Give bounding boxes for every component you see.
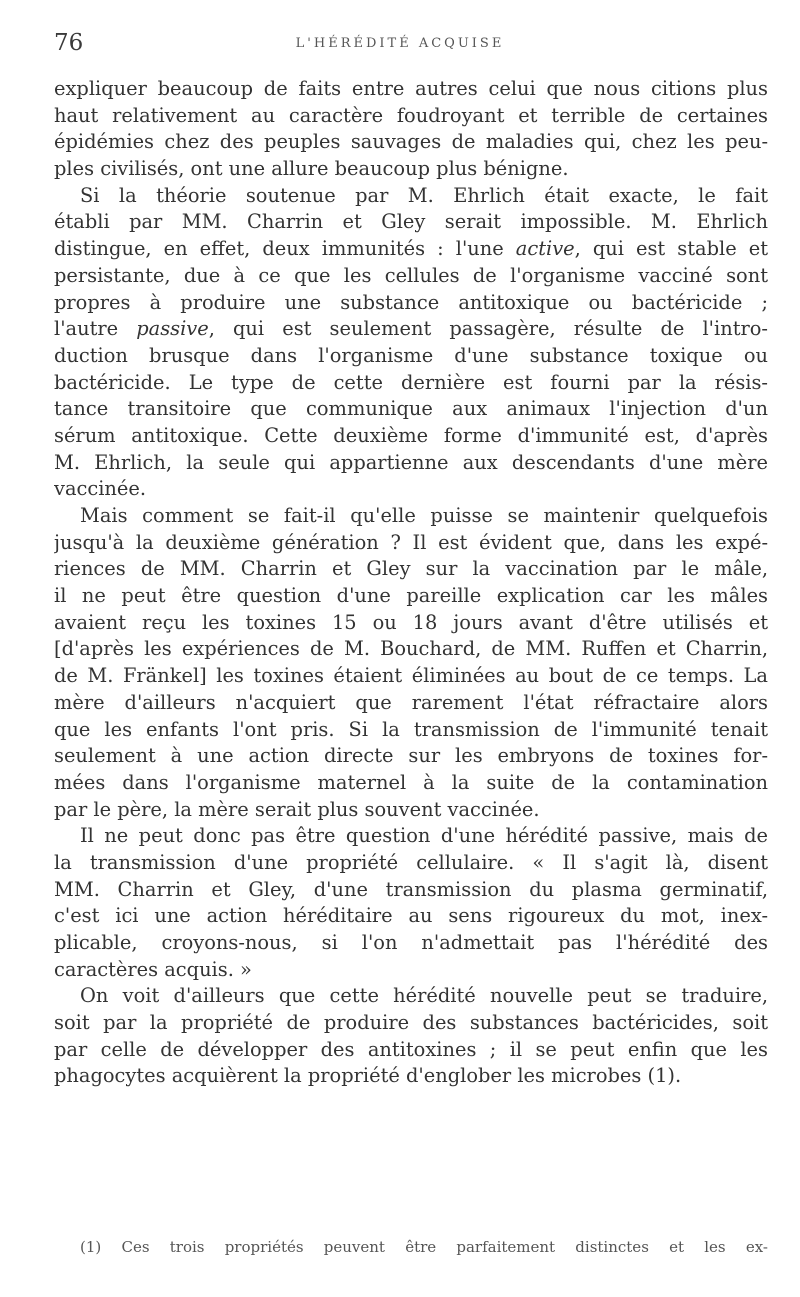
running-title: L'HÉRÉDITÉ ACQUISE bbox=[295, 36, 505, 51]
text-line: phagocytes acquièrent la propriété d'englober les microbes (1). bbox=[54, 1064, 682, 1088]
body-text bbox=[54, 76, 768, 1090]
text-line: épidémies chez des peuples sauvages de maladies qui, chez les peu- bbox=[54, 130, 768, 154]
text-line: par le père, la mère serait plus souvent vaccinée. bbox=[54, 797, 540, 821]
italic-term: passive bbox=[136, 317, 209, 341]
text-line: il ne peut être question d'une pareille explication car les mâles bbox=[54, 584, 768, 608]
text-line: c'est ici une action héréditaire au sens rigoureux du mot, inex- bbox=[54, 904, 768, 928]
page-number: 76 bbox=[54, 30, 84, 56]
text-line: la transmission d'une propriété cellulaire. « Il s'agit là, disent bbox=[54, 850, 768, 874]
text-line: soit par la propriété de produire des substances bactéricides, soit bbox=[54, 1011, 768, 1035]
text-line: ples civilisés, ont une allure beaucoup plus bénigne. bbox=[54, 157, 569, 181]
text-line: avaient reçu les toxines 15 ou 18 jours avant d'être utilisés et bbox=[54, 610, 768, 634]
text-fragment: l'autre bbox=[54, 317, 137, 341]
text-line: bactéricide. Le type de cette dernière est fourni par la résis- bbox=[54, 370, 768, 394]
text-line: Si la théorie soutenue par M. Ehrlich était exacte, le fait bbox=[80, 183, 768, 207]
text-line: mées dans l'organisme maternel à la suite de la contamination bbox=[54, 770, 768, 794]
text-line: sérum antitoxique. Cette deuxième forme d'immunité est, d'après bbox=[54, 423, 768, 447]
text-fragment: distingue, en effet, deux immunités : l'une bbox=[54, 237, 516, 261]
text-line: M. Ehrlich, la seule qui appartienne aux descendants d'une mère bbox=[54, 450, 768, 474]
text-line: vaccinée. bbox=[54, 477, 147, 501]
text-line: mère d'ailleurs n'acquiert que rarement l'état réfractaire alors bbox=[54, 690, 768, 714]
text-line: plicable, croyons-nous, si l'on n'admettait pas l'hérédité des bbox=[54, 931, 768, 954]
text-fragment: , qui est seulement passagère, résulte de l'intro- bbox=[208, 317, 768, 341]
text-line: par celle de développer des antitoxines ; il se peut enfin que les bbox=[54, 1037, 768, 1061]
text-line: expliquer beaucoup de faits entre autres celui que nous citions plus bbox=[54, 77, 768, 100]
text-line: riences de MM. Charrin et Gley sur la vaccination par le mâle, bbox=[54, 557, 768, 581]
text-line: établi par MM. Charrin et Gley serait impossible. M. Ehrlich bbox=[54, 210, 768, 234]
italic-term: active bbox=[515, 237, 575, 261]
page-header bbox=[54, 30, 746, 60]
text-line bbox=[54, 236, 768, 263]
footnote: (1) Ces trois propriétés peuvent être parfaitement distinctes et les ex- bbox=[80, 1238, 768, 1256]
text-line: propres à produire une substance antitoxique ou bactéricide ; bbox=[54, 290, 768, 314]
text-line bbox=[54, 316, 768, 343]
text-line: que les enfants l'ont pris. Si la transmission de l'immunité tenait bbox=[54, 717, 768, 741]
text-line: jusqu'à la deuxième génération ? Il est évident que, dans les expé- bbox=[54, 530, 768, 554]
text-line: [d'après les expériences de M. Bouchard, de MM. Ruffen et Charrin, bbox=[54, 637, 768, 661]
text-line: Il ne peut donc pas être question d'une hérédité passive, mais de bbox=[80, 824, 768, 848]
text-line: tance transitoire que communique aux animaux l'injection d'un bbox=[54, 397, 768, 421]
text-line: MM. Charrin et Gley, d'une transmission du plasma germinatif, bbox=[54, 877, 768, 901]
text-line: Mais comment se fait-il qu'elle puisse se maintenir quelquefois bbox=[80, 504, 768, 527]
text-line: caractères acquis. » bbox=[54, 957, 252, 981]
text-line: persistante, due à ce que les cellules de l'organisme vacciné sont bbox=[54, 263, 768, 287]
text-line: duction brusque dans l'organisme d'une substance toxique ou bbox=[54, 343, 768, 367]
text-line: haut relativement au caractère foudroyant et terrible de certaines bbox=[54, 103, 768, 127]
text-fragment: , qui est stable et bbox=[574, 237, 768, 261]
text-line: seulement à une action directe sur les embryons de toxines for- bbox=[54, 744, 768, 768]
text-line: de M. Fränkel] les toxines étaient éliminées au bout de ce temps. La bbox=[54, 664, 768, 688]
text-line: On voit d'ailleurs que cette hérédité nouvelle peut se traduire, bbox=[80, 984, 768, 1008]
